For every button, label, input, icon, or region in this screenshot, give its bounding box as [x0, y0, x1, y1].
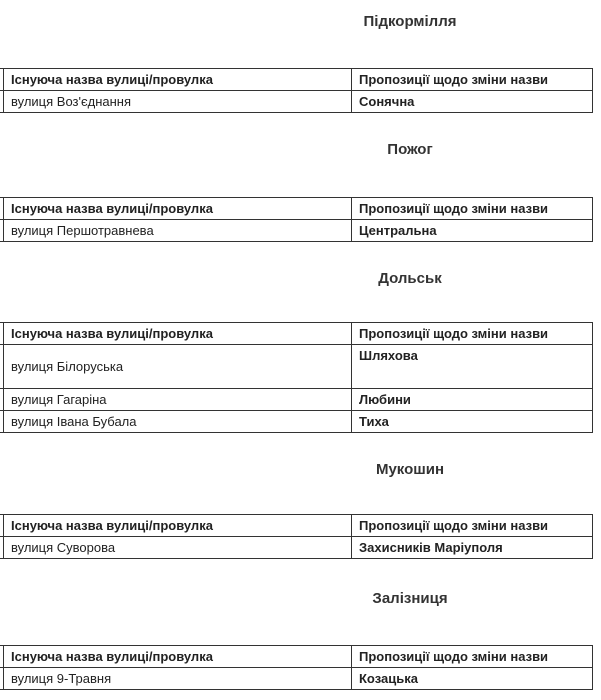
existing-street-name: вулиця Гагаріна	[4, 389, 352, 411]
table-row	[0, 345, 593, 389]
header-proposed-name: Пропозиції щодо зміни назви	[352, 69, 593, 91]
renaming-table	[0, 645, 593, 690]
header-existing-name: Існуюча назва вулиці/провулка	[4, 646, 352, 668]
proposed-street-name: Шляхова	[352, 345, 593, 389]
table-row	[0, 220, 593, 242]
header-existing-name: Існуюча назва вулиці/провулка	[4, 198, 352, 220]
proposed-street-name: Захисників Маріуполя	[352, 537, 593, 559]
table-row	[0, 91, 593, 113]
table-header-row	[0, 646, 593, 668]
existing-street-name: вулиця 9-Травня	[4, 668, 352, 690]
existing-street-name: вулиця Воз'єднання	[4, 91, 352, 113]
existing-street-name: вулиця Білоруська	[4, 345, 352, 389]
table-header-row	[0, 515, 593, 537]
renaming-table	[0, 322, 593, 433]
header-proposed-name: Пропозиції щодо зміни назви	[352, 198, 593, 220]
renaming-table	[0, 514, 593, 559]
proposed-street-name: Сонячна	[352, 91, 593, 113]
existing-street-name: вулиця Івана Бубала	[4, 411, 352, 433]
table-header-row	[0, 198, 593, 220]
header-proposed-name: Пропозиції щодо зміни назви	[352, 646, 593, 668]
existing-street-name: вулиця Першотравнева	[4, 220, 352, 242]
existing-street-name: вулиця Суворова	[4, 537, 352, 559]
table-row	[0, 668, 593, 690]
renaming-table	[0, 197, 593, 242]
table-row	[0, 389, 593, 411]
village-heading: Залізниця	[372, 590, 448, 607]
proposed-street-name: Центральна	[352, 220, 593, 242]
header-existing-name: Існуюча назва вулиці/провулка	[4, 69, 352, 91]
table-row	[0, 411, 593, 433]
header-existing-name: Існуюча назва вулиці/провулка	[4, 515, 352, 537]
village-heading: Підкормілля	[363, 13, 457, 30]
village-heading: Дольськ	[378, 270, 442, 287]
table-header-row	[0, 69, 593, 91]
proposed-street-name: Козацька	[352, 668, 593, 690]
header-proposed-name: Пропозиції щодо зміни назви	[352, 323, 593, 345]
table-header-row	[0, 323, 593, 345]
renaming-table	[0, 68, 593, 113]
header-existing-name: Існуюча назва вулиці/провулка	[4, 323, 352, 345]
header-proposed-name: Пропозиції щодо зміни назви	[352, 515, 593, 537]
table-row	[0, 537, 593, 559]
proposed-street-name: Любини	[352, 389, 593, 411]
proposed-street-name: Тиха	[352, 411, 593, 433]
village-heading: Пожог	[387, 141, 433, 158]
village-heading: Мукошин	[375, 461, 445, 478]
